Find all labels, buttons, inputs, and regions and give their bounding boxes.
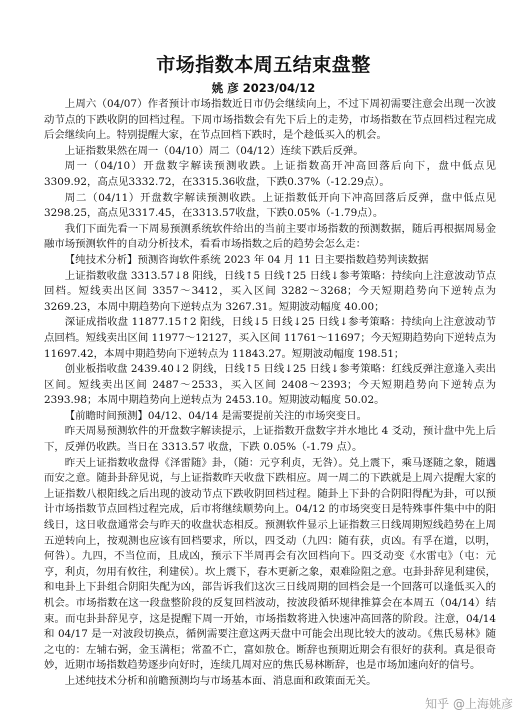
paragraph-disclaimer: 上述纯技术分析和前瞻预测均与市场基本面、消息面和政策面无关。 <box>64 674 377 687</box>
watermark: 知乎 @上海姚彦 <box>425 697 513 711</box>
author-date-line: 姚 彦 2023/04/12 <box>211 81 316 95</box>
paragraph-intro: 上周六（04/07）作者预计市场指数近日市仍会继续向上，不过下周初需要注意会出现一次波动节点的下跌收阴的回档过程。下周市场指数会有先下后上的走势，市场指数在节点回档过程完成后会继续向上。特别提醒大家，在节点回档下跌时，是个趁低买入的机会。 <box>44 98 496 142</box>
paragraph-hexagram-analysis: 昨天上证指数收盘得《泽雷随》卦，（随：元亨利贞，无咎）。兑上震下，乘马逐随之象，随遇而安之意。随卦卦辞见说，与上证指数昨天收盘下跌相应。周一周二的下跌就是上周六提醒大家的上证指数八根阳线之后出现的波动节点下跌收阴回档过程。随卦上下卦的合阴阳得配为卦，可以预计市场指数节点回档过程完成，后市将继续顺势向上。04/12 的市场突变日是特殊事件集中中的阳线日，这日收盘通常会与昨天的收盘状态相反。预测软件显示上证指数三日线周期短线趋势在上周五逆转向上，按观测也应该有回档要求，所以，四爻动（九四：随有获，贞凶。有孚在道，以明，何咎）。九四，不当位而，且成凶，预示下半周再会有次回档向下。四爻动变《水雷屯》（屯：元亨，利贞，勿用有攸往，利建侯）。坎上震下，春木更新之象，艰难险阻之意。屯卦卦辞见利建侯，和电卦上下卦组合阴阳失配为凶，部告诉我们这次三日线周期的回档会是一个回落可以逢低买入的机会。市场指数在这一段盘整阶段的反复回档波动，按波段循环规律推算会在本周五（04/14）结束。而屯卦卦辞见亨，这是提醒下周一开始，市场指数将进入快速冲高回落的阶段。注意，04/14 和 04/17 是一对波段切换点，循例需要注意这两天盘中可能会出现比较大的波动。《焦氏易林》随之屯的：左辅右弼，金玉满柜；常盈不亡，富如敖仓。断辞也预期近期会有很好的获利。真是很奇妙，近期市场指数趋势逐步向好时，连续几周对应的焦氏易林断辞，也是市场加速向好的信号。 <box>44 456 496 672</box>
paragraph-monday: 周一（04/10）开盘数字解读预测收跌。上证指数高开冲高回落后向下，盘中低点见3309.92，高点见3332.72，在3315.36收盘，下跌0.37%（-12.29点）。 <box>44 160 496 188</box>
paragraph-chinext-index: 创业板指收盘 2439.40↓2 阴线，日线↑5 日线↓25 日线↓参考策略：红线反弹注意逢入卖出区间。短线卖出区间 2487～2533，买入区间 2408～2393；今天短期趋势向下逆转点为 2393.98；本周中期趋势向上逆转点为 2453.10。短期波动幅度 50.02。 <box>44 363 496 407</box>
paragraph-shenzhen-index: 深证成指收盘 11877.15↑2 阳线，日线↓5 日线↓25 日线↓参考策略：持续向上注意波动节点回档。短线卖出区间 11977～12127，买入区间 11761～11697；今天短期趋势向下逆转点为 11697.42，本周中期趋势向下逆转点为 11843.27。短期波动幅度 198.51； <box>44 316 496 360</box>
document-body <box>44 97 496 690</box>
paragraph-forecast-intro: 我们下面先看一下周易预测系统软件给出的当前主要市场指数的预测数据，随后再根据周易金融市场预测软件的自动分析技术，看看市场指数之后的趋势会怎么走： <box>44 222 496 251</box>
paragraph-opening-reading: 昨天周易预测软件的开盘数字解读提示，上证指数开盘数字并水地比 4 爻动，预计盘中先上后下，反弹仍收跌。当日在 3313.57 收盘，下跌 0.05%（-1.79 点）。 <box>44 425 496 454</box>
paragraph-rebound: 上证指数果然在周一（04/10）周二（04/12）连续下跌后反弹。 <box>64 144 364 157</box>
document-title: 市场指数本周五结束盘整 <box>156 54 371 76</box>
paragraph-tuesday: 周二（04/11）开盘数字解读预测收跌。上证指数低开向下冲高回落后反弹，盘中低点见3298.25，高点见3317.45，在3313.57收盘，下跌0.05%（-1.79点）。 <box>44 191 496 220</box>
paragraph-shanghai-index: 上证指数收盘 3313.57↓8 阳线，日线↑5 日线↑25 日线↓参考策略：持续向上注意波动节点回档。短线卖出区间 3357～3412，买入区间 3282～3268；今天短期趋势向下逆转点为 3269.23，本周中期趋势向下逆转点为 3267.31。短期波动幅度 40.00； <box>44 269 496 313</box>
paragraph-technical-heading: 【纯技术分析】预测咨询软件系统 2023 年 04 月 11 日主要指数趋势判读数据 <box>64 253 429 266</box>
paragraph-timing-forecast: 【前瞻时间预测】04/12、04/14 是需要提前关注的市场突变日。 <box>64 409 367 422</box>
